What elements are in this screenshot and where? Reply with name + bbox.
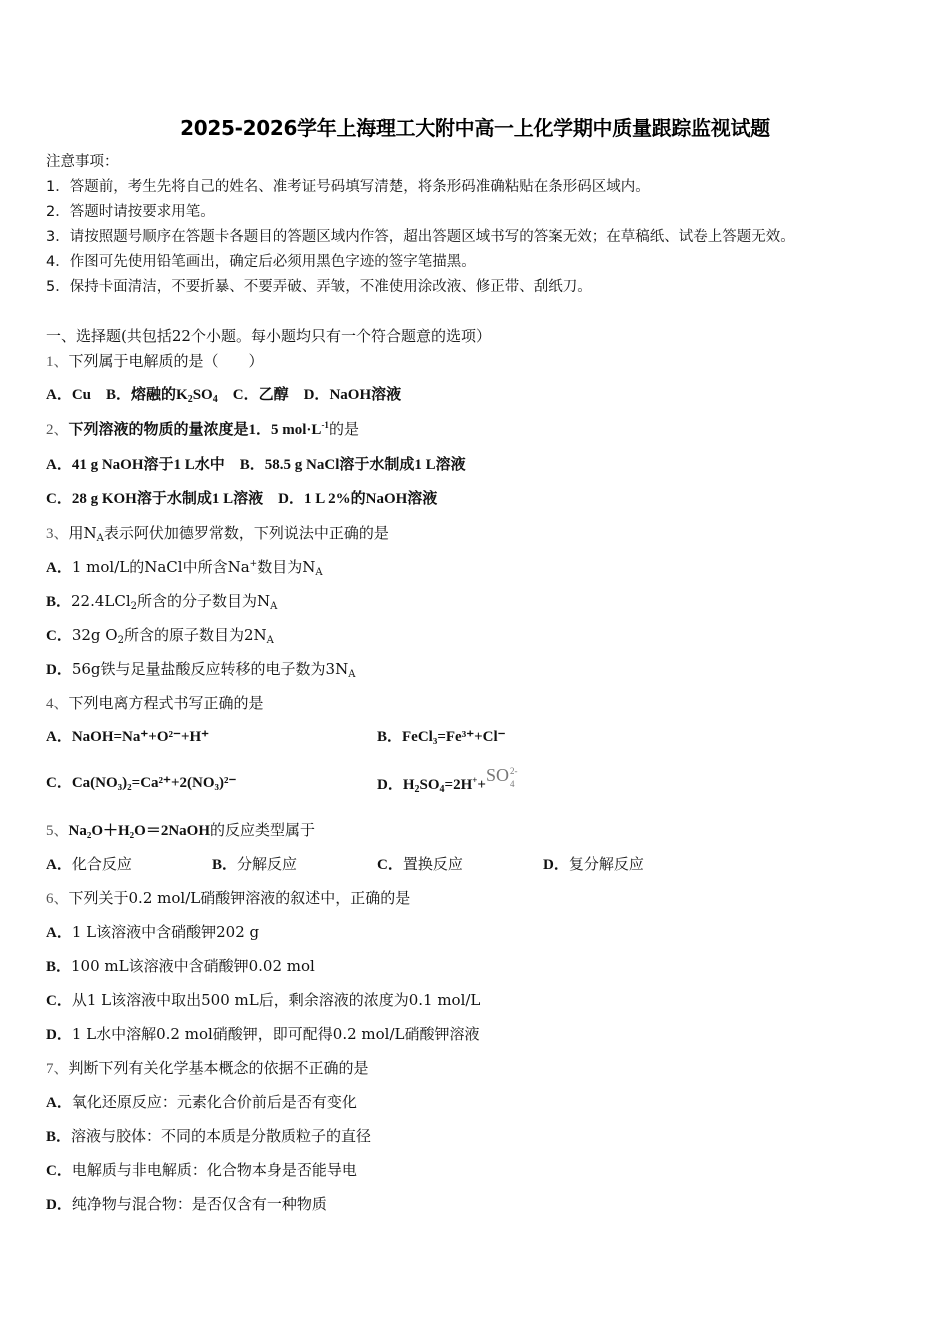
option-b[interactable]: B．58.5 g NaCl溶于水制成1 L溶液 <box>239 457 466 473</box>
question-5-option-c[interactable]: C．置换反应 <box>377 855 463 873</box>
question-text: 下列电离方程式书写正确的是 <box>68 694 264 712</box>
question-2-options-row2 <box>46 489 437 509</box>
question-4-option-d[interactable]: D．$H_2SO_4=2H^++SO$ 2- 4 <box>377 765 518 795</box>
question-7-option-c[interactable]: C．电解质与非电解质：化合物本身是否能导电 <box>46 1161 357 1179</box>
question-6-option-b[interactable]: B．100 mL该溶液中含硝酸钾0.02 mol <box>46 957 315 975</box>
notice-heading: 注意事项： <box>46 154 119 170</box>
option-d[interactable]: D．1 L 2%的NaOH溶液 <box>278 491 438 507</box>
page-title: 2025-2026学年上海理工大附中高一上化学期中质量跟踪监视试题 <box>180 116 770 140</box>
question-number: 7、 <box>46 1061 69 1077</box>
question-text: 用N <box>68 524 97 542</box>
question-1-options <box>46 385 401 405</box>
question-2-options-row1 <box>46 455 466 475</box>
option-b[interactable]: B．熔融的$K_2SO_4$ <box>106 387 218 405</box>
question-3-stem: 3、用$N_A$表示阿伏加德罗常数，下列说法中正确的是 <box>46 524 389 544</box>
question-6-option-d[interactable]: D．1 L水中溶解0.2 mol硝酸钾，即可配得0.2 mol/L硝酸钾溶液 <box>46 1025 480 1043</box>
question-number: 2、 <box>46 422 69 438</box>
question-5-option-b[interactable]: B．分解反应 <box>212 855 298 873</box>
question-3-option-c[interactable]: C．32g $O_2$所含的原子数目为$2N_A$ <box>46 626 274 646</box>
notice-item-2: 2．答题时请按要求用笔。 <box>46 204 215 220</box>
option-a[interactable]: A．41 g NaOH溶于1 L水中 <box>46 457 225 473</box>
question-number: 4、 <box>46 696 69 712</box>
option-d[interactable]: D．NaOH溶液 <box>303 387 402 403</box>
question-4-option-b[interactable]: B．FeCl₃=Fe³⁺+Cl⁻ <box>377 729 506 745</box>
question-number: 3、 <box>46 526 69 542</box>
option-a[interactable]: A．Cu <box>46 387 92 403</box>
question-6-stem <box>46 888 410 909</box>
question-5-stem: 5、Na₂O＋H₂O＝2NaOH的反应类型属于 <box>46 821 316 839</box>
option-c[interactable]: C．乙醇 <box>232 387 289 403</box>
notice-item-4: 4．作图可先使用铅笔画出，确定后必须用黑色字迹的签字笔描黑。 <box>46 254 476 270</box>
question-3-option-d[interactable]: D．56g铁与足量盐酸反应转移的电子数为$3N_A$ <box>46 660 356 680</box>
notice-item-3: 3．请按照题号顺序在答题卡各题目的答题区域内作答，超出答题区域书写的答案无效；在草稿纸、试卷上答题无效。 <box>46 229 795 245</box>
question-4-option-a[interactable]: A．NaOH=Na⁺+O²⁻+H⁺ <box>46 729 210 745</box>
question-number: 5、 <box>46 823 69 839</box>
question-3-option-b[interactable]: B．22.4LCl$_2$所含的分子数目为$N_A$ <box>46 592 278 612</box>
question-6-option-c[interactable]: C．从1 L该溶液中取出500 mL后，剩余溶液的浓度为0.1 mol/L <box>46 991 481 1009</box>
question-1-stem <box>46 351 264 372</box>
question-4-option-c[interactable]: C．Ca(NO₃)₂=Ca²⁺+2(NO₃)²⁻ <box>46 775 237 791</box>
question-2-stem: 2、下列溶液的物质的量浓度是1．5 $mol\cdot L^{-1}$的是 <box>46 420 359 438</box>
notice-item-5: 5．保持卡面清洁，不要折暴、不要弄破、弄皱，不准使用涂改液、修正带、刮纸刀。 <box>46 279 592 295</box>
question-text: 下列关于0.2 mol/L硝酸钾溶液的叙述中，正确的是 <box>68 889 411 907</box>
question-text: 下列溶液的物质的量浓度是1．5 mol·L <box>68 422 322 438</box>
question-7-stem <box>46 1058 369 1079</box>
question-5-option-d[interactable]: D．复分解反应 <box>543 855 644 873</box>
question-number: 1、 <box>46 354 69 370</box>
question-6-option-a[interactable]: A．1 L该溶液中含硝酸钾202 g <box>46 923 260 941</box>
notice-item-1: 1．答题前，考生先将自己的姓名、准考证号码填写清楚，将条形码准确粘贴在条形码区域内。 <box>46 179 650 195</box>
question-text: 判断下列有关化学基本概念的依据不正确的是 <box>68 1059 369 1077</box>
question-3-option-a[interactable]: A．1 mol/L的NaCl中所含Na+数目为$N_A$ <box>46 558 323 578</box>
question-4-stem <box>46 693 264 714</box>
section-heading: 一、选择题(共包括22个小题。每小题均只有一个符合题意的选项） <box>46 327 491 345</box>
question-equation: Na₂O＋H₂O＝2NaOH <box>68 823 211 839</box>
option-c[interactable]: C．28 g KOH溶于水制成1 L溶液 <box>46 491 264 507</box>
question-7-option-a[interactable]: A．氧化还原反应：元素化合价前后是否有变化 <box>46 1093 357 1111</box>
sulfate-ion-formula: SO 2- 4 <box>485 765 518 789</box>
question-7-option-d[interactable]: D．纯净物与混合物：是否仅含有一种物质 <box>46 1195 327 1213</box>
question-number: 6、 <box>46 891 69 907</box>
question-7-option-b[interactable]: B．溶液与胶体：不同的本质是分散质粒子的直径 <box>46 1127 372 1145</box>
question-text: 下列属于电解质的是（ ） <box>68 352 264 370</box>
question-5-option-a[interactable]: A．化合反应 <box>46 855 132 873</box>
